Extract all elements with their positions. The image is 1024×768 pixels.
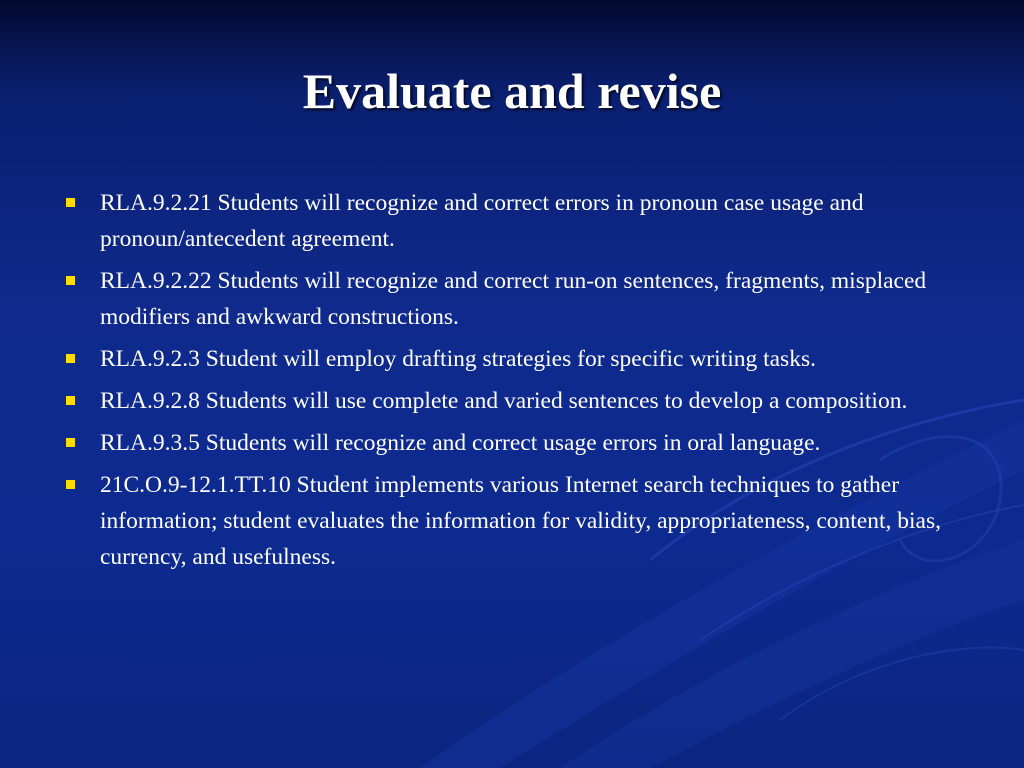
- bullet-item: [60, 263, 970, 335]
- square-bullet-icon: [66, 480, 75, 489]
- bullet-item: [60, 341, 970, 377]
- bullet-text: RLA.9.3.5 Students will recognize and correct usage errors in oral language.: [100, 430, 821, 456]
- square-bullet-icon: [66, 396, 75, 405]
- bullet-text: 21C.O.9-12.1.TT.10 Student implements various Internet search techniques to gather information; student evaluates the information for validity, appropriateness, content, bias, currency, and usefulness.: [100, 472, 941, 570]
- slide-title: Evaluate and revise: [302, 63, 722, 119]
- bullet-text: RLA.9.2.21 Students will recognize and correct errors in pronoun case usage and pronoun/antecedent agreement.: [100, 190, 864, 252]
- bullet-item: [60, 185, 970, 257]
- bullet-text: RLA.9.2.3 Student will employ drafting strategies for specific writing tasks.: [100, 346, 816, 372]
- square-bullet-icon: [66, 438, 75, 447]
- square-bullet-icon: [66, 198, 75, 207]
- bullet-text: RLA.9.2.8 Students will use complete and varied sentences to develop a composition.: [100, 388, 908, 414]
- bullet-text: RLA.9.2.22 Students will recognize and correct run-on sentences, fragments, misplaced modifiers and awkward constructions.: [100, 268, 927, 330]
- bullet-list: [60, 185, 970, 581]
- square-bullet-icon: [66, 276, 75, 285]
- bullet-item: [60, 425, 970, 461]
- bullet-item: [60, 467, 970, 575]
- square-bullet-icon: [66, 354, 75, 363]
- bullet-item: [60, 383, 970, 419]
